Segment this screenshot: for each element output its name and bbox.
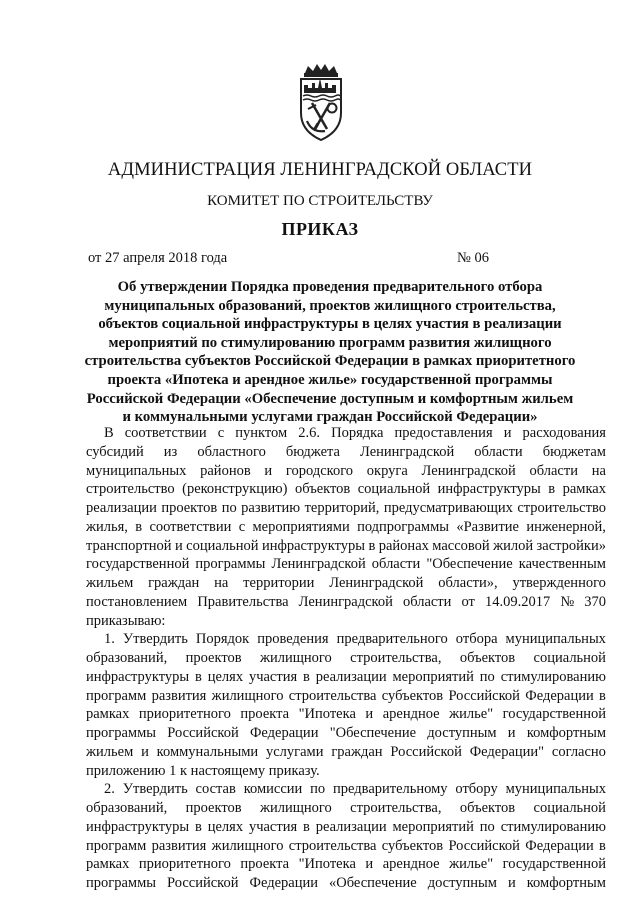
title-line: строительства субъектов Российской Федерации в рамках приоритетного	[84, 353, 576, 370]
paragraph-line: субсидий из областного бюджета Ленинградской области бюджетам	[86, 443, 606, 460]
title-line: Об утверждении Порядка проведения предварительного отбора	[117, 279, 543, 295]
title-line: объектов социальной инфраструктуры в целях участия в реализации	[98, 316, 562, 333]
paragraph-line: инфраструктуры в целях участия в реализации мероприятий по стимулированию	[86, 668, 606, 685]
paragraph-line: программы Российской Федерации «Обеспечение доступным и комфортным	[86, 875, 606, 891]
paragraph	[86, 780, 606, 893]
paragraph-line: программы Российской Федерации "Обеспечение доступным и комфортным	[86, 725, 606, 741]
paragraph-line: жильем граждан на территории Ленинградской области», утвержденного	[86, 575, 606, 591]
paragraph-line: приложению 1 к настоящему приказу.	[86, 762, 320, 779]
paragraph-line: образований, проектов жилищного строительства, объектов социальной	[86, 650, 606, 666]
paragraph-line: постановлением Правительства Ленинградской области от 14.09.2017 № 370	[86, 593, 606, 610]
document-type: ПРИКАЗ	[281, 219, 359, 239]
paragraph-line: В соответствии с пунктом 2.6. Порядка предоставления и расходования	[104, 425, 606, 441]
paragraph-line: рамках приоритетного проекта "Ипотека и арендное жилье" государственной	[86, 856, 606, 873]
title-line: и коммунальными услугами граждан Российской Федерации»	[122, 409, 538, 426]
paragraph-line: жилья, в соответствии с мероприятиями подпрограммы «Развитие инженерной,	[86, 518, 606, 535]
paragraph-line: 1. Утвердить Порядок проведения предварительного отбора муниципальных	[104, 631, 606, 648]
order-body	[86, 424, 606, 893]
paragraph-line: муниципальных районов и городского округа Ленинградской области на	[86, 462, 606, 479]
paragraph-line: строительство (реконструкцию) объектов социальной инфраструктуры в рамках	[86, 481, 606, 498]
paragraph-line: образований, проектов жилищного строительства, объектов социальной	[86, 800, 606, 816]
coat-of-arms-icon	[296, 63, 346, 143]
title-line: Российской Федерации «Обеспечение доступным и комфортным жильем	[86, 390, 574, 407]
paragraph-line: транспортной и социальной инфраструктуры в районах массовой жилой застройки»	[86, 537, 606, 554]
paragraph-line: государственной программы Ленинградской области "Обеспечение качественным	[86, 556, 606, 573]
title-line: мероприятий по стимулированию программ развития жилищного	[108, 334, 552, 351]
paragraph-line: 2. Утвердить состав комиссии по предварительному отбору муниципальных	[104, 781, 606, 798]
paragraph-line: жильем и коммунальными услугами граждан Российской Федерации" согласно	[86, 743, 606, 760]
order-number: № 06	[457, 250, 489, 266]
paragraph-line: инфраструктуры в целях участия в реализации мероприятий по стимулированию	[86, 818, 606, 835]
order-date: от 27 апреля 2018 года	[88, 250, 228, 266]
committee-name: КОМИТЕТ ПО СТРОИТЕЛЬСТВУ	[207, 193, 433, 209]
organization-name: АДМИНИСТРАЦИЯ ЛЕНИНГРАДСКОЙ ОБЛАСТИ	[107, 160, 533, 180]
paragraph-line: приказываю:	[86, 612, 166, 629]
order-title	[60, 278, 600, 427]
title-line: муниципальных образований, проектов жилищного строительства,	[104, 297, 556, 314]
paragraph-line: реализации проектов по развитию территорий, предусматривающих строительство	[86, 500, 606, 516]
paragraph	[86, 630, 606, 780]
paragraph-line: программ развития жилищного строительства субъектов Российской Федерации в	[86, 687, 606, 704]
paragraph-line: рамках приоритетного проекта "Ипотека и арендное жилье" государственной	[86, 706, 606, 723]
title-line: проекта «Ипотека и арендное жилье» государственной программы	[107, 371, 553, 388]
paragraph	[86, 424, 606, 630]
paragraph-line: программ развития жилищного строительства субъектов Российской Федерации в	[86, 837, 606, 854]
